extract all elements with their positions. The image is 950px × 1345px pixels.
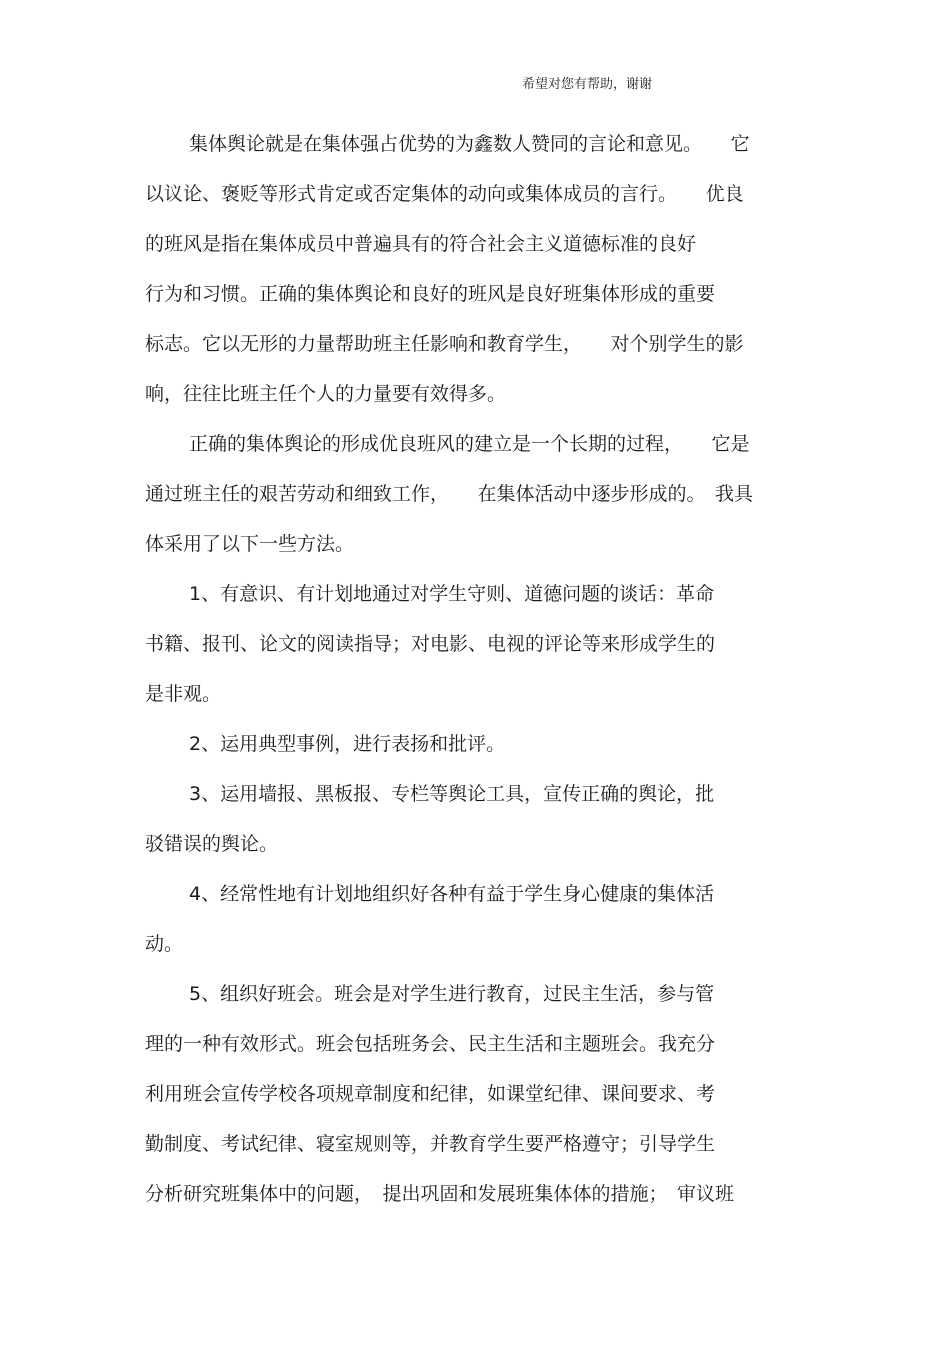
list-item-line: 3、运用墙报、黑板报、专栏等舆论工具，宣传正确的舆论，批 <box>189 783 715 805</box>
list-item-line: 5、组织好班会。班会是对学生进行教育，过民主生活，参与管 <box>189 983 715 1005</box>
list-item-line: 动。 <box>145 933 184 955</box>
paragraph-line: 正确的集体舆论的形成优良班风的建立是一个长期的过程， 它是 <box>189 433 750 455</box>
list-item-line: 理的一种有效形式。班会包括班务会、民主生活和主题班会。我充分 <box>145 1033 716 1055</box>
paragraph-line: 以议论、褒贬等形式肯定或否定集体的动向或集体成员的言行。 优良 <box>145 183 744 205</box>
list-item-line: 分析研究班集体中的问题， 提出巩固和发展班集体体的措施； 审议班 <box>145 1183 735 1205</box>
list-item-line: 利用班会宣传学校各项规章制度和纪律，如课堂纪律、课间要求、考 <box>145 1083 716 1105</box>
paragraph-line: 集体舆论就是在集体强占优势的为鑫数人赞同的言论和意见。 它 <box>189 133 750 155</box>
paragraph-line: 行为和习惯。正确的集体舆论和良好的班风是良好班集体形成的重要 <box>145 283 716 305</box>
paragraph-line: 通过班主任的艰苦劳动和细致工作， 在集体活动中逐步形成的。 我具 <box>145 483 754 505</box>
list-item-line: 4、经常性地有计划地组织好各种有益于学生身心健康的集体活 <box>189 883 715 905</box>
list-item-line: 是非观。 <box>145 683 222 705</box>
list-item-line: 勤制度、考试纪律、寝室规则等，并教育学生要严格遵守；引导学生 <box>145 1133 716 1155</box>
paragraph-line: 体采用了以下一些方法。 <box>145 533 355 555</box>
paragraph-line: 的班风是指在集体成员中普遍具有的符合社会主义道德标准的良好 <box>145 233 697 255</box>
list-item-line: 1、有意识、有计划地通过对学生守则、道德问题的谈话：革命 <box>189 583 715 605</box>
list-item-line: 2、运用典型事例，进行表扬和批评。 <box>189 733 506 755</box>
list-item-line: 书籍、报刊、论文的阅读指导；对电影、电视的评论等来形成学生的 <box>145 633 716 655</box>
paragraph-line: 标志。它以无形的力量帮助班主任影响和教育学生， 对个别学生的影 <box>145 333 744 355</box>
list-item-line: 驳错误的舆论。 <box>145 833 279 855</box>
paragraph-line: 响，往往比班主任个人的力量要有效得多。 <box>145 383 507 405</box>
page-header-text: 希望对您有帮助，谢谢 <box>522 77 653 92</box>
document-body <box>145 126 815 1226</box>
